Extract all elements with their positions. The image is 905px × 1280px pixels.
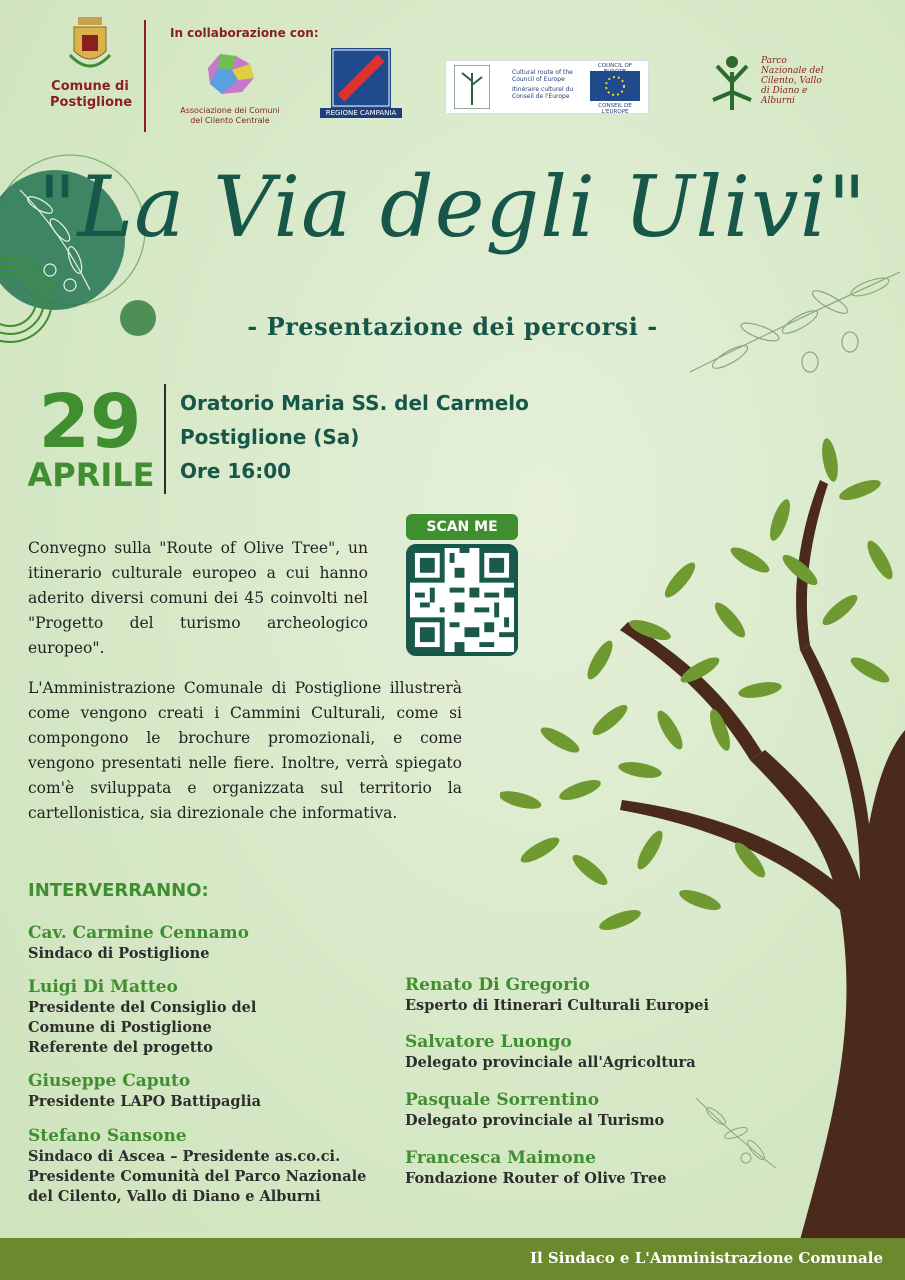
olive-sprig-bottom <box>686 1088 786 1178</box>
event-subtitle: - Presentazione dei percorsi - <box>247 312 658 341</box>
speakers-heading: INTERVERRANNO: <box>28 880 209 901</box>
speaker-name: Francesca Maimone <box>405 1148 596 1168</box>
speaker-role: Delegato provinciale all'Agricoltura <box>405 1054 696 1071</box>
speaker-role: Fondazione Router of Olive Tree <box>405 1170 667 1187</box>
coe-route-text: Cultural route of the Council of Europe <box>512 69 573 83</box>
speaker-item <box>28 1070 261 1112</box>
header-divider <box>144 20 146 132</box>
speaker-item <box>405 1147 666 1189</box>
speaker-name: Pasquale Sorrentino <box>405 1090 600 1110</box>
event-month: APRILE <box>27 456 155 494</box>
assoc-name: Associazione dei Comuni del Cilento Centrale <box>180 106 280 125</box>
speaker-item <box>28 976 256 1058</box>
speaker-name: Cav. Carmine Cennamo <box>28 923 249 943</box>
footer-signature: Il Sindaco e L'Amministrazione Comunale <box>529 1249 883 1267</box>
event-time: Ore 16:00 <box>180 459 292 483</box>
speaker-role: Sindaco di Postiglione <box>28 945 210 962</box>
crest-icon <box>68 15 112 75</box>
speaker-item <box>405 974 709 1016</box>
scan-me-label: SCAN ME <box>406 514 518 540</box>
coe-label-fr: CONSEIL DE L'EUROPE <box>598 103 632 115</box>
speaker-item <box>405 1089 664 1131</box>
eu-stars-icon <box>590 71 640 101</box>
olive-route-icon <box>454 65 490 109</box>
speaker-item <box>405 1031 696 1073</box>
speaker-name: Luigi Di Matteo <box>28 977 178 997</box>
cilento-map-icon <box>202 48 258 98</box>
event-title: "La Via degli Ulivi" <box>37 158 868 256</box>
parco-name: Parco Nazionale del Cilento, Vallo di Diano e Alburni <box>761 56 824 106</box>
parco-nazionale-logo <box>705 52 825 116</box>
speaker-role: Sindaco di Ascea – Presidente as.co.ci. Presidente Comunità del Parco Nazionale del Cilento, Vallo di Diano e Alburni <box>28 1148 367 1205</box>
description-paragraph: L'Amministrazione Comunale di Postiglione illustrerà come vengono creati i Cammini Culturali, come si compongono le brochure promozionali, e come vengono presentati nelle fiere. Inoltre, verrà spiegato com'è sviluppata e organizzata sul territorio la cartellonistica, sia direzionale che informativa. <box>28 679 462 822</box>
comune-logo <box>50 15 133 111</box>
coe-label: COUNCIL OF <box>597 63 633 69</box>
speaker-name: Stefano Sansone <box>28 1126 187 1146</box>
regione-campania-logo <box>320 48 402 122</box>
venue-name: Oratorio Maria SS. del Carmelo <box>180 391 529 415</box>
parco-emblem-icon <box>705 52 759 112</box>
speaker-role: Presidente LAPO Battipaglia <box>28 1093 261 1110</box>
date-divider <box>164 384 166 494</box>
speaker-name: Giuseppe Caputo <box>28 1071 191 1091</box>
qr-code-icon <box>410 548 514 652</box>
speaker-name: Renato Di Gregorio <box>405 975 590 995</box>
speaker-name: Salvatore Luongo <box>405 1032 572 1052</box>
qr-code[interactable] <box>406 544 518 656</box>
regione-flag-icon <box>331 48 391 108</box>
venue-place: Postiglione (Sa) <box>180 425 360 449</box>
speaker-role: Presidente del Consiglio del Comune di Postiglione Referente del progetto <box>28 999 257 1056</box>
coe-route-text-fr: Itinéraire culturel du Conseil de l'Europe <box>512 86 574 100</box>
assoc-logo <box>180 48 280 126</box>
speaker-role: Delegato provinciale al Turismo <box>405 1112 665 1129</box>
comune-name: Comune di Postiglione <box>50 79 133 110</box>
speaker-item <box>28 922 249 964</box>
intro-paragraph: Convegno sulla "Route of Olive Tree", un itinerario culturale europeo a cui hanno aderito diversi comuni dei 45 coinvolti nel "Progetto del turismo archeologico europeo". <box>28 539 368 657</box>
speaker-role: Esperto di Itinerari Culturali Europei <box>405 997 710 1014</box>
footer-bar <box>0 1238 905 1280</box>
collab-label: In collaborazione con: <box>170 26 319 40</box>
council-of-europe-logo <box>445 60 649 114</box>
regione-label: REGIONE CAMPANIA <box>320 108 402 118</box>
event-day: 29 <box>38 379 142 465</box>
speaker-item <box>28 1125 366 1207</box>
venue-block <box>180 386 529 488</box>
